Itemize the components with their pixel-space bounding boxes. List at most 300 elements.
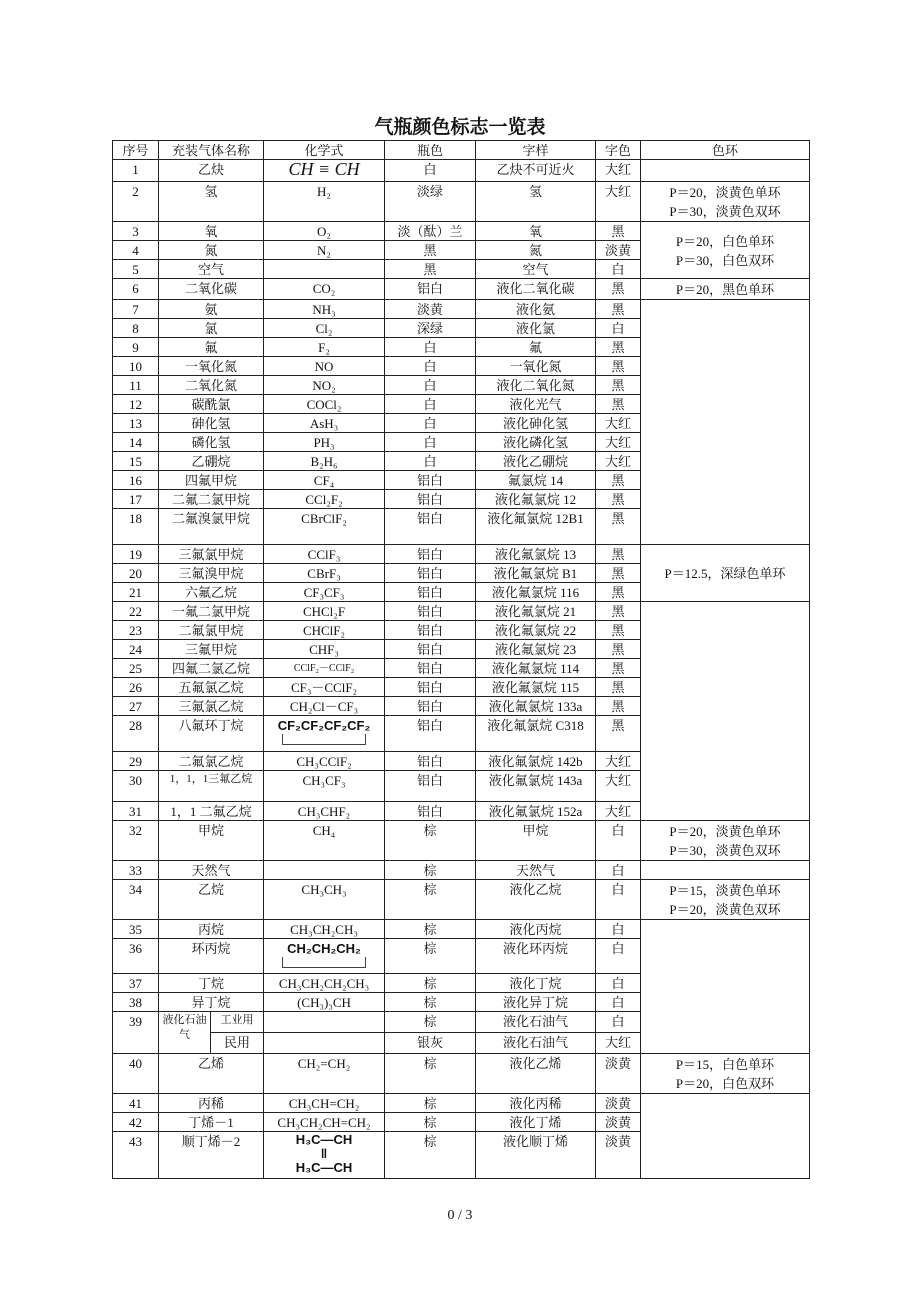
label-text: 液化氟氯烷 116: [476, 583, 596, 602]
gas-name: 氢: [159, 182, 264, 222]
formula: CClF₂－CClF₂: [264, 659, 385, 678]
formula: H₂: [264, 182, 385, 222]
row-number: 24: [113, 640, 159, 659]
gas-name: 砷化氢: [159, 414, 264, 433]
label-text: 液化氯: [476, 319, 596, 338]
bottle-color: 铝白: [385, 771, 476, 802]
bottle-color: 铝白: [385, 678, 476, 697]
gas-name: 碳酰氯: [159, 395, 264, 414]
header-cell: 瓶色: [385, 141, 476, 160]
label-color: 黑: [596, 697, 641, 716]
row-number: 6: [113, 279, 159, 300]
formula: CH₂Cl－CF₃: [264, 697, 385, 716]
row-number: 7: [113, 300, 159, 319]
bottle-color: 黑: [385, 241, 476, 260]
row-number: 34: [113, 880, 159, 920]
bottle-color: 白: [385, 433, 476, 452]
gas-name: 乙硼烷: [159, 452, 264, 471]
gas-name: 天然气: [159, 861, 264, 880]
header-cell: 字色: [596, 141, 641, 160]
formula: CH₃CClF₂: [264, 752, 385, 771]
bottle-color: 淡（酞）兰: [385, 222, 476, 241]
formula: [264, 1033, 385, 1054]
formula: CClF₃: [264, 545, 385, 564]
bottle-color: 白: [385, 414, 476, 433]
gas-name: 磷化氢: [159, 433, 264, 452]
row-number: 36: [113, 939, 159, 974]
formula: CH₂=CH₂: [264, 1054, 385, 1094]
bottle-color: 铝白: [385, 802, 476, 821]
label-color: 白: [596, 821, 641, 861]
row-number: 15: [113, 452, 159, 471]
ring-spec: P＝30，淡黄色双环: [669, 204, 781, 219]
gas-name: 三氟甲烷: [159, 640, 264, 659]
label-color: 黑: [596, 602, 641, 621]
formula: CHClF₂: [264, 621, 385, 640]
label-color: 白: [596, 861, 641, 880]
label-text: 液化氟氯烷 142b: [476, 752, 596, 771]
bottle-color: 棕: [385, 1113, 476, 1132]
label-text: 乙炔不可近火: [476, 160, 596, 182]
label-color: 大红: [596, 433, 641, 452]
bottle-color: 银灰: [385, 1033, 476, 1054]
table-row: [113, 880, 810, 920]
label-text: 液化光气: [476, 395, 596, 414]
formula: CF₄: [264, 471, 385, 490]
row-number: 13: [113, 414, 159, 433]
bottle-color: 白: [385, 338, 476, 357]
bottle-color: 白: [385, 376, 476, 395]
ring-spec: P＝20，淡黄色单环: [669, 185, 781, 200]
formula: COCl₂: [264, 395, 385, 414]
row-number: 40: [113, 1054, 159, 1094]
formula: CF₃－CClF₂: [264, 678, 385, 697]
formula: CH₃CH=CH₂: [264, 1094, 385, 1113]
label-color: 大红: [596, 771, 641, 802]
label-color: 白: [596, 880, 641, 920]
label-color: 黑: [596, 395, 641, 414]
bottle-color: 铝白: [385, 564, 476, 583]
label-color: 黑: [596, 376, 641, 395]
row-number: 27: [113, 697, 159, 716]
bottle-color: 棕: [385, 1094, 476, 1113]
label-color: 白: [596, 319, 641, 338]
bottle-color: 棕: [385, 821, 476, 861]
bottle-color: 棕: [385, 974, 476, 993]
gas-name: 乙炔: [159, 160, 264, 182]
row-number: 3: [113, 222, 159, 241]
gas-name: 1，1，1三氟乙烷: [159, 771, 264, 802]
gas-name: 丙烷: [159, 920, 264, 939]
formula: AsH₃: [264, 414, 385, 433]
bottle-color: 棕: [385, 1132, 476, 1179]
label-color: 大红: [596, 414, 641, 433]
gas-name: 一氧化氮: [159, 357, 264, 376]
label-text: 液化氟氯烷 23: [476, 640, 596, 659]
color-ring: [641, 300, 810, 545]
ring-spec: P＝20，淡黄色单环: [669, 824, 781, 839]
ring-bond-bracket: [282, 957, 365, 968]
gas-name: 二氧化氮: [159, 376, 264, 395]
label-color: 大红: [596, 752, 641, 771]
row-number: 37: [113, 974, 159, 993]
label-text: 液化氟氯烷 22: [476, 621, 596, 640]
label-color: 黑: [596, 279, 641, 300]
bottle-color: 棕: [385, 1012, 476, 1033]
formula: PH₃: [264, 433, 385, 452]
label-text: 液化氟氯烷 C318: [476, 716, 596, 752]
row-number: 35: [113, 920, 159, 939]
bottle-color: 淡黄: [385, 300, 476, 319]
label-color: 黑: [596, 357, 641, 376]
table-row: [113, 182, 810, 222]
label-text: 液化氟氯烷 152a: [476, 802, 596, 821]
label-text: 液化氟氯烷 115: [476, 678, 596, 697]
formula: [264, 260, 385, 279]
label-color: 大红: [596, 1033, 641, 1054]
label-text: 氟氯烷 14: [476, 471, 596, 490]
formula: (CH₃)₃CH: [264, 993, 385, 1012]
formula: CH₃CF₃: [264, 771, 385, 802]
label-color: 黑: [596, 716, 641, 752]
label-color: 黑: [596, 640, 641, 659]
gas-name: 异丁烷: [159, 993, 264, 1012]
ring-bond-bracket: [282, 734, 365, 745]
ring-spec: P＝30，淡黄色双环: [669, 843, 781, 858]
gas-cylinder-color-table: [112, 140, 810, 1179]
header-cell: 色环: [641, 141, 810, 160]
formula: NH₃: [264, 300, 385, 319]
label-color: 黑: [596, 564, 641, 583]
label-text: 液化氟氯烷 114: [476, 659, 596, 678]
bottle-color: 白: [385, 357, 476, 376]
label-color: 黑: [596, 490, 641, 509]
label-color: 白: [596, 1012, 641, 1033]
label-text: 氧: [476, 222, 596, 241]
usage: 工业用: [211, 1012, 264, 1033]
label-color: 淡黄: [596, 1113, 641, 1132]
label-text: 液化石油气: [476, 1033, 596, 1054]
header-cell: 序号: [113, 141, 159, 160]
gas-name: 氮: [159, 241, 264, 260]
bottle-color: 棕: [385, 993, 476, 1012]
row-number: 29: [113, 752, 159, 771]
table-row: [113, 545, 810, 564]
row-number: 10: [113, 357, 159, 376]
label-color: 黑: [596, 300, 641, 319]
bottle-color: 棕: [385, 939, 476, 974]
formula: CF₃CF₃: [264, 583, 385, 602]
formula: N₂: [264, 241, 385, 260]
row-number: 17: [113, 490, 159, 509]
formula: Cl₂: [264, 319, 385, 338]
label-text: 液化氟氯烷 143a: [476, 771, 596, 802]
gas-name: 空气: [159, 260, 264, 279]
label-text: 液化顺丁烯: [476, 1132, 596, 1179]
row-number: 18: [113, 509, 159, 545]
page-number: 0 / 3: [447, 1208, 473, 1223]
formula: CH₃CH₂CH₂CH₃: [264, 974, 385, 993]
table-row: [113, 821, 810, 861]
row-number: 20: [113, 564, 159, 583]
table-row: [113, 160, 810, 182]
row-number: 33: [113, 861, 159, 880]
table-row: [113, 279, 810, 300]
table-row: [113, 1054, 810, 1094]
gas-name: 乙烯: [159, 1054, 264, 1094]
row-number: 1: [113, 160, 159, 182]
label-text: 液化丙烷: [476, 920, 596, 939]
label-color: 黑: [596, 621, 641, 640]
gas-name: 氯: [159, 319, 264, 338]
color-ring: [641, 182, 810, 222]
bottle-color: 铝白: [385, 583, 476, 602]
table-row: [113, 602, 810, 621]
label-text: 液化氟氯烷 12: [476, 490, 596, 509]
bottle-color: 白: [385, 452, 476, 471]
formula: NO₂: [264, 376, 385, 395]
formula: CO₂: [264, 279, 385, 300]
formula: F₂: [264, 338, 385, 357]
label-text: 甲烷: [476, 821, 596, 861]
formula: NO: [264, 357, 385, 376]
header-cell: 字样: [476, 141, 596, 160]
structural-formula: CF₂CF₂CF₂CF₂: [277, 718, 371, 733]
label-color: 黑: [596, 471, 641, 490]
ring-spec: P＝20，白色单环: [675, 233, 775, 249]
row-number: 30: [113, 771, 159, 802]
label-color: 黑: [596, 338, 641, 357]
bottle-color: 铝白: [385, 602, 476, 621]
usage: 民用: [211, 1033, 264, 1054]
formula: CH₃CHF₂: [264, 802, 385, 821]
gas-name: 顺丁烯－2: [159, 1132, 264, 1179]
row-number: 25: [113, 659, 159, 678]
ring-spec: P＝12.5，深绿色单环: [664, 566, 786, 581]
label-text: 液化砷化氢: [476, 414, 596, 433]
label-text: 液化乙硼烷: [476, 452, 596, 471]
bottle-color: 铝白: [385, 545, 476, 564]
gas-name: 五氟氯乙烷: [159, 678, 264, 697]
color-ring: [641, 1094, 810, 1179]
label-color: 黑: [596, 545, 641, 564]
gas-name: 甲烷: [159, 821, 264, 861]
label-text: 氢: [476, 182, 596, 222]
label-text: 液化磷化氢: [476, 433, 596, 452]
formula: CH₄: [264, 821, 385, 861]
row-number: 2: [113, 182, 159, 222]
formula: CH₃CH₂CH₃: [264, 920, 385, 939]
color-ring: [641, 279, 810, 300]
label-color: 淡黄: [596, 1094, 641, 1113]
table-row: [113, 1094, 810, 1113]
formula: CCl₂F₂: [264, 490, 385, 509]
row-number: 4: [113, 241, 159, 260]
ring-spec: P＝30，白色双环: [675, 252, 775, 268]
label-text: 液化石油气: [476, 1012, 596, 1033]
gas-name: 二氟二氯甲烷: [159, 490, 264, 509]
color-ring: [641, 222, 810, 279]
gas-name: 二氧化碳: [159, 279, 264, 300]
label-text: 液化氟氯烷 133a: [476, 697, 596, 716]
label-text: 氮: [476, 241, 596, 260]
label-text: 液化丙稀: [476, 1094, 596, 1113]
bottle-color: 淡绿: [385, 182, 476, 222]
row-number: 11: [113, 376, 159, 395]
bottle-color: 铝白: [385, 697, 476, 716]
label-color: 大红: [596, 160, 641, 182]
formula: O₂: [264, 222, 385, 241]
formula: [264, 1012, 385, 1033]
row-number: 22: [113, 602, 159, 621]
row-number: 41: [113, 1094, 159, 1113]
bottle-color: 铝白: [385, 621, 476, 640]
color-ring: [641, 1054, 810, 1094]
label-color: 淡黄: [596, 1132, 641, 1179]
label-color: 大红: [596, 802, 641, 821]
structural-formula: CH₂CH₂CH₂: [287, 941, 361, 956]
ring-spec: P＝20，淡黄色双环: [669, 902, 781, 917]
label-text: 液化氨: [476, 300, 596, 319]
formula: B₂H₆: [264, 452, 385, 471]
ring-spec: P＝15，白色单环: [675, 1057, 775, 1072]
gas-name: 三氟氯乙烷: [159, 697, 264, 716]
bottle-color: 白: [385, 160, 476, 182]
gas-name: 二氟氯甲烷: [159, 621, 264, 640]
header-cell: 充装气体名称: [159, 141, 264, 160]
bottle-color: 白: [385, 395, 476, 414]
color-ring: [641, 602, 810, 821]
gas-name: 液化石油气: [159, 1012, 211, 1054]
label-text: 液化氟氯烷 12B1: [476, 509, 596, 545]
bottle-color: 铝白: [385, 659, 476, 678]
gas-name: 四氟二氯乙烷: [159, 659, 264, 678]
color-ring: [641, 920, 810, 1054]
bottle-color: 棕: [385, 920, 476, 939]
bottle-color: 铝白: [385, 716, 476, 752]
bottle-color: 棕: [385, 1054, 476, 1094]
label-text: 液化丁烯: [476, 1113, 596, 1132]
table-row: [113, 861, 810, 880]
row-number: 21: [113, 583, 159, 602]
ring-spec: P＝20，黑色单环: [675, 282, 775, 297]
color-ring: [641, 821, 810, 861]
label-text: 液化二氧化氮: [476, 376, 596, 395]
gas-name: 二氟溴氯甲烷: [159, 509, 264, 545]
color-ring: [641, 160, 810, 182]
structural-formula: H₃C—CH ‖ H₃C—CH: [264, 1132, 385, 1179]
formula: CBrClF₂: [264, 509, 385, 545]
color-ring: [641, 880, 810, 920]
gas-name: 乙烷: [159, 880, 264, 920]
row-number: 39: [113, 1012, 159, 1054]
gas-name: 三氟溴甲烷: [159, 564, 264, 583]
label-text: 天然气: [476, 861, 596, 880]
gas-name: 丁烯－1: [159, 1113, 264, 1132]
bottle-color: 深绿: [385, 319, 476, 338]
ring-spec: P＝20，白色双环: [675, 1076, 775, 1091]
gas-name: 六氟乙烷: [159, 583, 264, 602]
label-color: 淡黄: [596, 1054, 641, 1094]
label-color: 黑: [596, 583, 641, 602]
label-text: 空气: [476, 260, 596, 279]
bottle-color: 棕: [385, 861, 476, 880]
row-number: 43: [113, 1132, 159, 1179]
label-color: 白: [596, 974, 641, 993]
label-text: 液化乙烷: [476, 880, 596, 920]
table-header: [113, 141, 810, 160]
row-number: 26: [113, 678, 159, 697]
row-number: 14: [113, 433, 159, 452]
bottle-color: 棕: [385, 880, 476, 920]
gas-name: 四氟甲烷: [159, 471, 264, 490]
label-text: 液化氟氯烷 13: [476, 545, 596, 564]
label-color: 黑: [596, 509, 641, 545]
table-row: [113, 920, 810, 939]
gas-name: 三氟氯甲烷: [159, 545, 264, 564]
gas-name: 环丙烷: [159, 939, 264, 974]
bottle-color: 铝白: [385, 279, 476, 300]
label-text: 液化丁烷: [476, 974, 596, 993]
bottle-color: 铝白: [385, 640, 476, 659]
gas-name: 氧: [159, 222, 264, 241]
gas-name: 1，1 二氟乙烷: [159, 802, 264, 821]
color-ring: [641, 861, 810, 880]
formula: CHCl₂F: [264, 602, 385, 621]
table-row: [113, 222, 810, 241]
gas-name: 氨: [159, 300, 264, 319]
formula: CBrF₃: [264, 564, 385, 583]
label-color: 大红: [596, 182, 641, 222]
row-number: 31: [113, 802, 159, 821]
label-color: 淡黄: [596, 241, 641, 260]
label-color: 白: [596, 260, 641, 279]
row-number: 5: [113, 260, 159, 279]
header-cell: 化学式: [264, 141, 385, 160]
row-number: 38: [113, 993, 159, 1012]
gas-name: 八氟环丁烷: [159, 716, 264, 752]
table-row: [113, 300, 810, 319]
bottle-color: 铝白: [385, 490, 476, 509]
label-color: 白: [596, 939, 641, 974]
label-color: 黑: [596, 678, 641, 697]
gas-name: 一氟二氯甲烷: [159, 602, 264, 621]
formula: [264, 861, 385, 880]
label-color: 白: [596, 993, 641, 1012]
gas-name: 丙稀: [159, 1094, 264, 1113]
formula: CHF₃: [264, 640, 385, 659]
label-text: 液化乙烯: [476, 1054, 596, 1094]
label-text: 液化氟氯烷 B1: [476, 564, 596, 583]
color-ring: [641, 545, 810, 602]
bottle-color: 黑: [385, 260, 476, 279]
gas-name: 二氟氯乙烷: [159, 752, 264, 771]
label-color: 大红: [596, 452, 641, 471]
row-number: 16: [113, 471, 159, 490]
bottle-color: 铝白: [385, 471, 476, 490]
row-number: 8: [113, 319, 159, 338]
row-number: 28: [113, 716, 159, 752]
gas-name: 丁烷: [159, 974, 264, 993]
formula: CH₃CH₂CH=CH₂: [264, 1113, 385, 1132]
row-number: 32: [113, 821, 159, 861]
label-color: 黑: [596, 222, 641, 241]
formula: [264, 716, 385, 752]
label-color: 黑: [596, 659, 641, 678]
label-text: 液化异丁烷: [476, 993, 596, 1012]
row-number: 42: [113, 1113, 159, 1132]
row-number: 9: [113, 338, 159, 357]
